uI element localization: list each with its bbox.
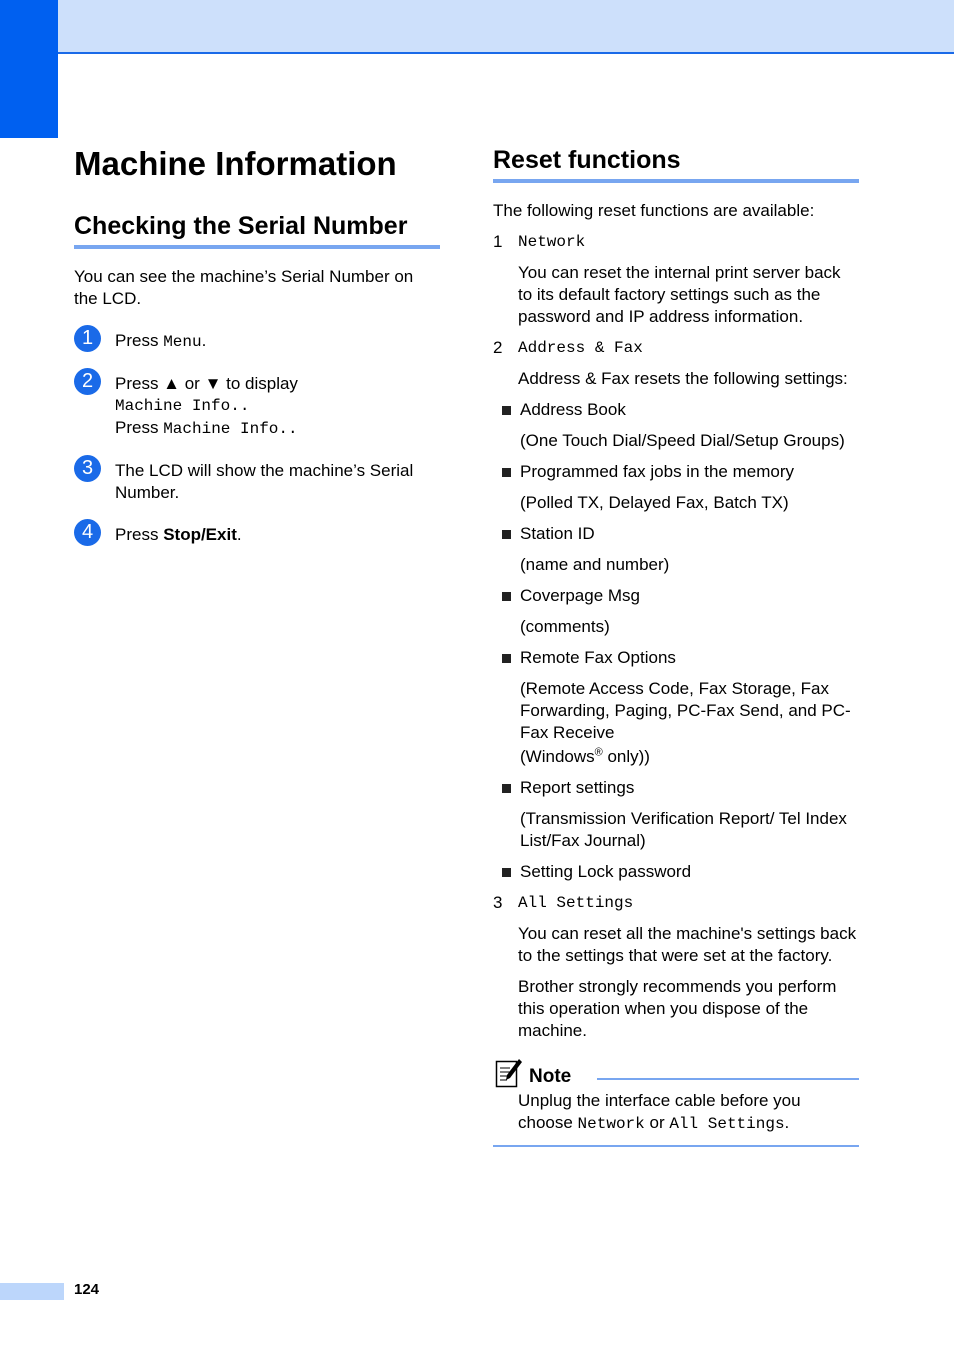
bullet-sub-line: (Remote Access Code, Fax Storage, Fax Forwarding, Paging, PC-Fax Send, and PC-Fax Receive xyxy=(520,679,851,742)
step-text: . xyxy=(201,331,207,350)
address-fax-bullets xyxy=(493,399,859,883)
bullet-item xyxy=(493,777,859,799)
note-body xyxy=(493,1090,859,1135)
bullet-item xyxy=(493,523,859,545)
item-number: 2 xyxy=(493,338,503,357)
bullet-sub: (comments) xyxy=(520,617,610,636)
bullet-label: Setting Lock password xyxy=(520,862,692,881)
section-title-reset: Reset functions xyxy=(493,145,859,183)
bullet-sub xyxy=(493,678,859,768)
note-text: Unplug the interface cable before you choose xyxy=(518,1091,801,1132)
bullet-square-icon xyxy=(502,592,511,601)
bullet-item xyxy=(493,399,859,421)
item-title: Address & Fax xyxy=(518,339,643,357)
step-text: Press xyxy=(115,525,164,544)
reset-item-network xyxy=(493,231,859,328)
lcd-text: Menu xyxy=(163,333,202,351)
bullet-sub-line: (Windows xyxy=(520,747,595,766)
bullet-sub: (name and number) xyxy=(520,555,670,574)
bullet-sub-line: only)) xyxy=(602,747,650,766)
right-column xyxy=(493,140,859,1147)
registered-mark: ® xyxy=(594,746,603,759)
bullet-label: Report settings xyxy=(520,778,635,797)
bullet-label: Station ID xyxy=(520,524,595,543)
bullet-label: Coverpage Msg xyxy=(520,586,641,605)
left-column xyxy=(74,140,440,546)
note-title: Note xyxy=(529,1066,572,1087)
bullet-label: Address Book xyxy=(520,400,626,419)
reset-item-all-settings xyxy=(493,892,859,1042)
bullet-sub: (One Touch Dial/Speed Dial/Setup Groups) xyxy=(520,431,845,450)
note-header xyxy=(493,1058,859,1090)
item-desc-recommendation: Brother strongly recommends you perform this operation when you dispose of the machine. xyxy=(518,977,837,1040)
chapter-tab xyxy=(0,0,58,138)
footer-bar xyxy=(0,1283,64,1300)
step-number-badge: 4 xyxy=(74,519,101,546)
step-text: . xyxy=(236,525,242,544)
bullet-item xyxy=(493,861,859,883)
item-title: Network xyxy=(518,233,586,251)
reset-item-address-fax xyxy=(493,337,859,390)
step-2 xyxy=(74,370,440,440)
page-number: 124 xyxy=(74,1281,100,1298)
section-title-serial: Checking the Serial Number xyxy=(74,211,440,249)
bullet-sub: (Transmission Verification Report/ Tel Index List/Fax Journal) xyxy=(520,809,847,850)
step-text: Press xyxy=(115,418,164,437)
header-band xyxy=(0,0,954,54)
bullet-square-icon xyxy=(502,406,511,415)
step-number-badge: 1 xyxy=(74,325,101,352)
note-box xyxy=(493,1058,859,1147)
note-text: or xyxy=(644,1113,670,1132)
reset-intro: The following reset functions are available: xyxy=(493,201,815,220)
step-text: Press xyxy=(115,331,164,350)
note-pencil-icon xyxy=(495,1058,523,1088)
item-number: 1 xyxy=(493,232,503,251)
lcd-text: All Settings xyxy=(669,1115,785,1133)
step-4 xyxy=(74,521,440,546)
note-text: . xyxy=(784,1113,790,1132)
item-desc: Address & Fax resets the following settings: xyxy=(518,369,848,388)
item-desc: You can reset all the machine's settings back to the settings that were set at the factory. xyxy=(518,924,857,965)
bullet-square-icon xyxy=(502,654,511,663)
bullet-item xyxy=(493,647,859,669)
bullet-item xyxy=(493,461,859,483)
bullet-item xyxy=(493,585,859,607)
step-text: The LCD will show the machine’s Serial Number. xyxy=(115,461,414,502)
bullet-label: Programmed fax jobs in the memory xyxy=(520,462,794,481)
step-1 xyxy=(74,327,440,353)
step-text: Press ▲ or ▼ to display xyxy=(115,374,298,393)
bullet-square-icon xyxy=(502,530,511,539)
step-3 xyxy=(74,457,440,504)
note-rule xyxy=(597,1078,859,1080)
bullet-label: Remote Fax Options xyxy=(520,648,676,667)
bullet-square-icon xyxy=(502,468,511,477)
item-desc: You can reset the internal print server back to its default factory settings such as the password and IP address information. xyxy=(518,263,841,326)
key-name: Stop/Exit xyxy=(163,525,237,544)
step-number-badge: 2 xyxy=(74,368,101,395)
bullet-square-icon xyxy=(502,868,511,877)
bullet-square-icon xyxy=(502,784,511,793)
serial-intro: You can see the machine’s Serial Number on the LCD. xyxy=(74,267,414,308)
bullet-sub: (Polled TX, Delayed Fax, Batch TX) xyxy=(520,493,789,512)
step-number-badge: 3 xyxy=(74,455,101,482)
page-title: Machine Information xyxy=(74,145,397,182)
lcd-text: Machine Info.. xyxy=(163,420,298,438)
item-number: 3 xyxy=(493,893,503,912)
item-title: All Settings xyxy=(518,894,634,912)
lcd-text: Machine Info.. xyxy=(115,397,250,415)
lcd-text: Network xyxy=(577,1115,645,1133)
